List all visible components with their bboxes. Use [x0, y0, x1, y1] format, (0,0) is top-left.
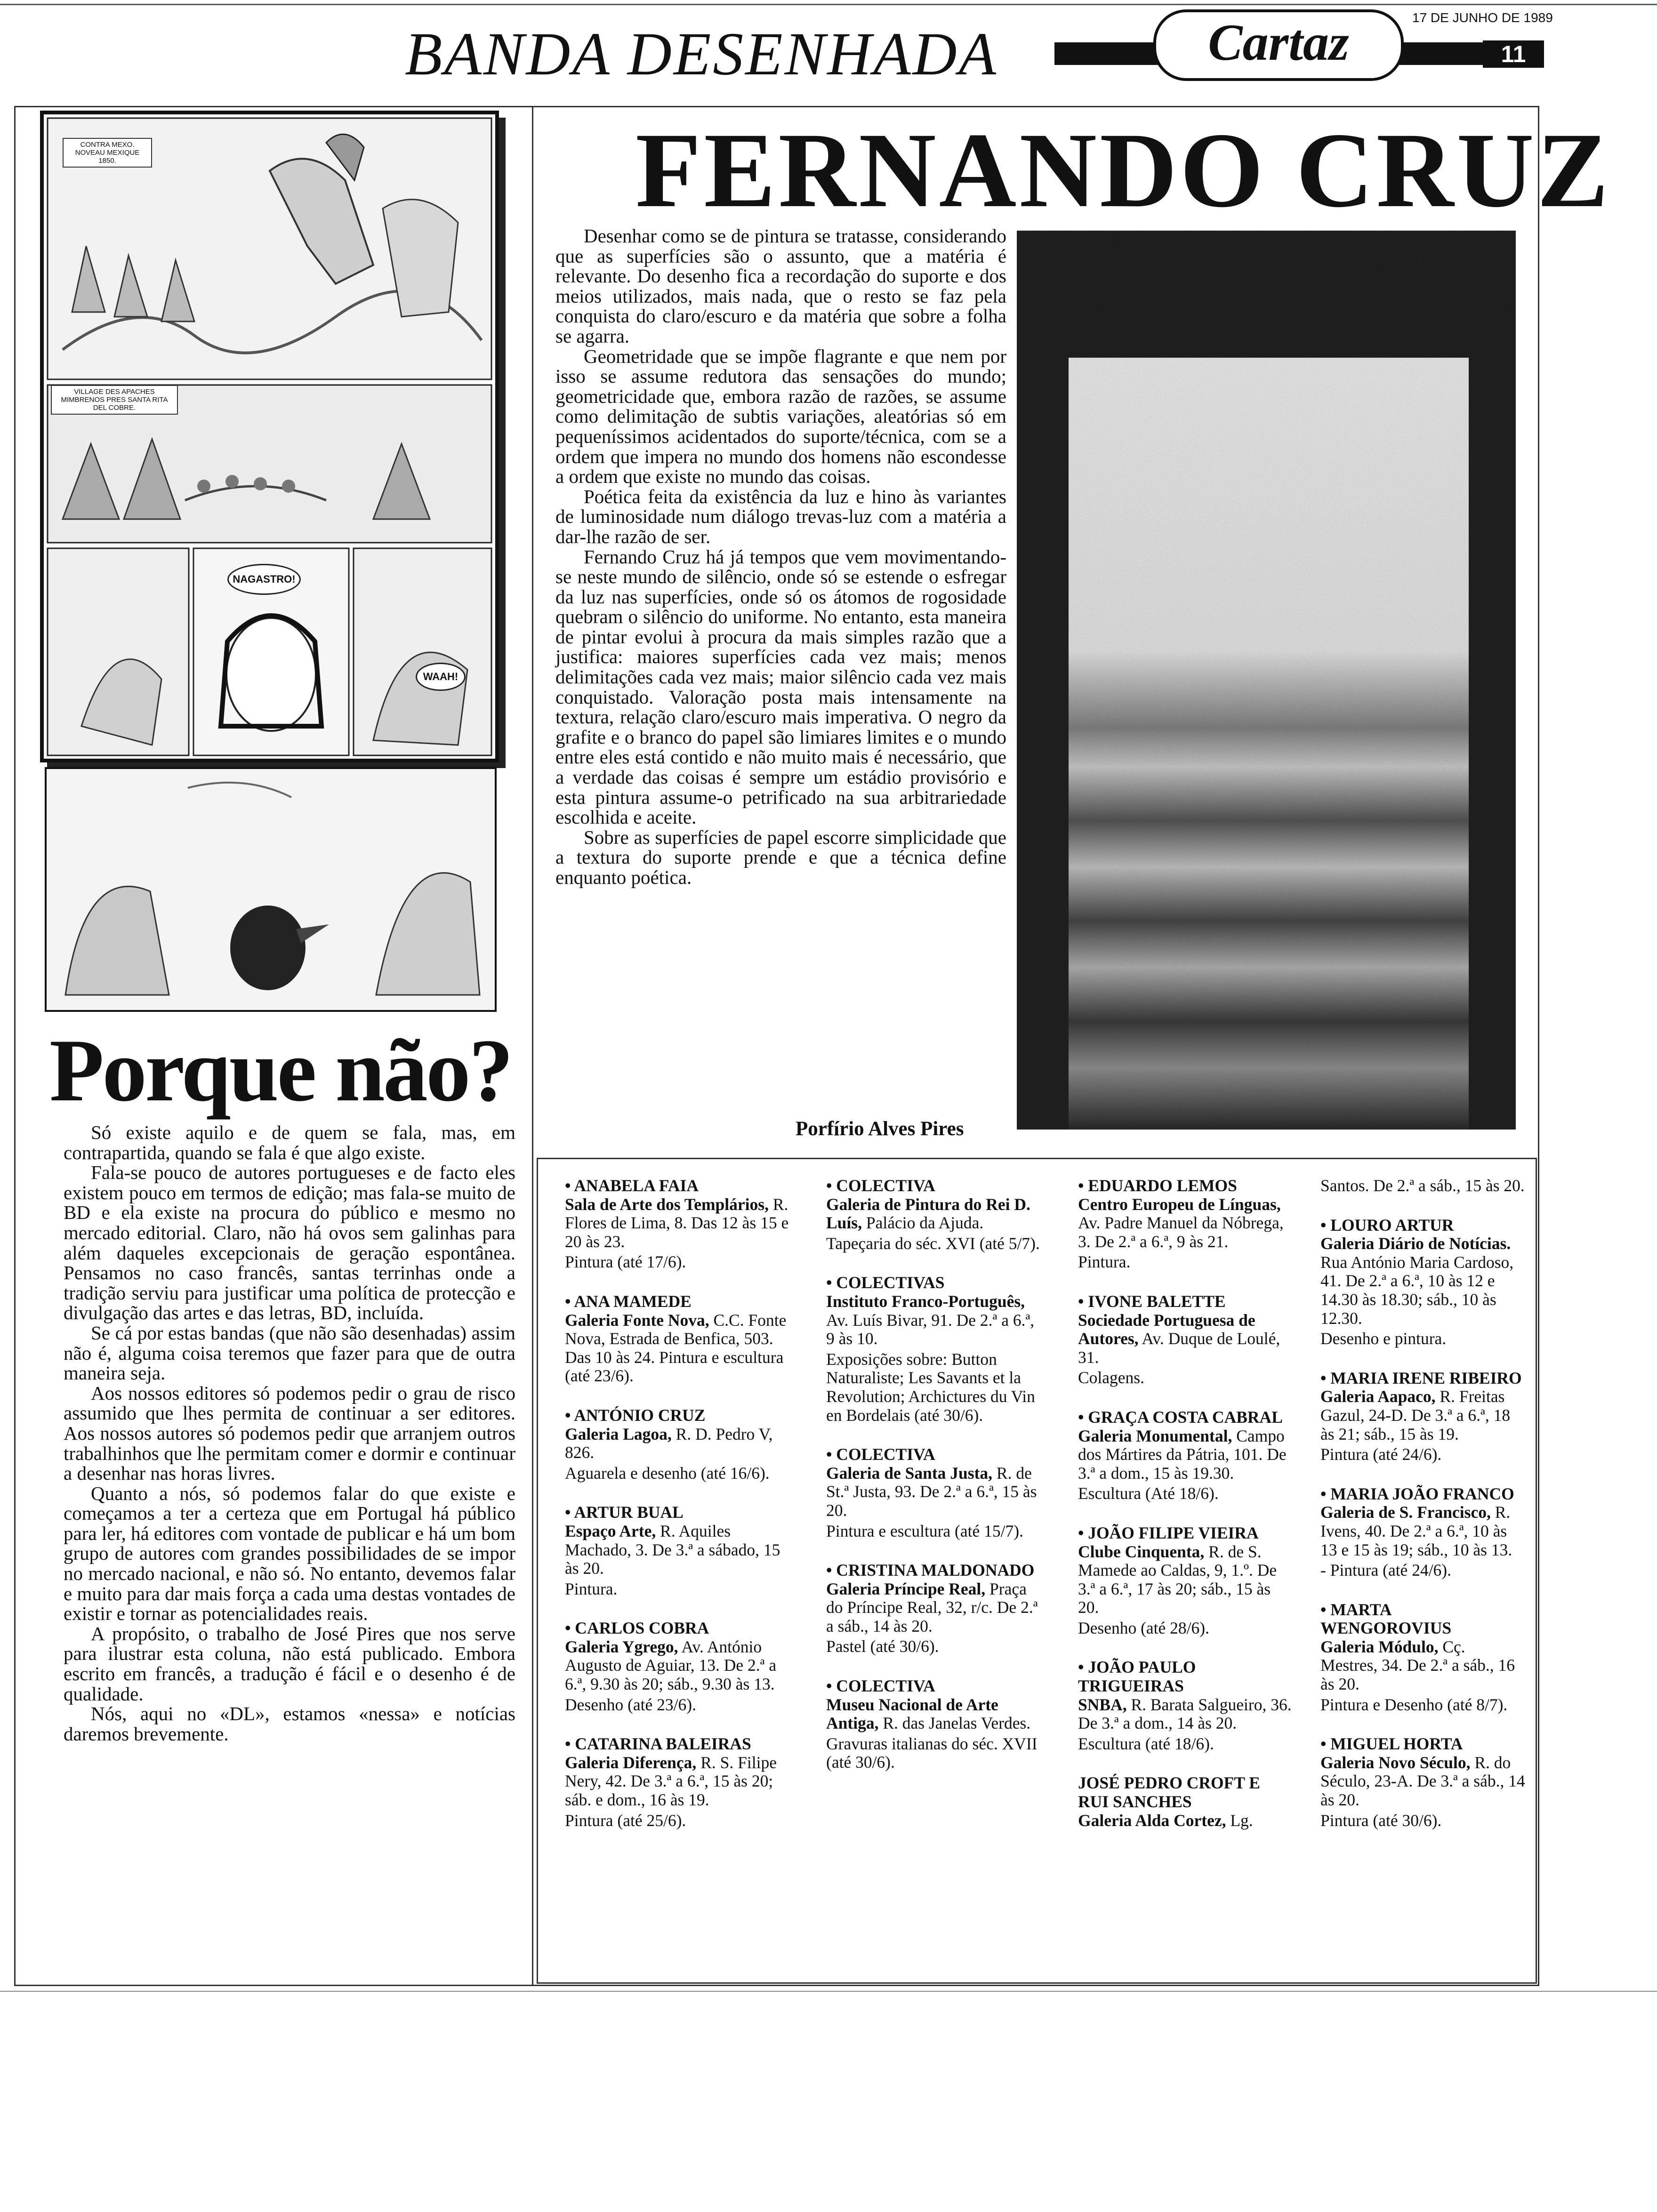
listing-venue-line	[1078, 1195, 1295, 1251]
listing-note: - Pintura (até 24/6).	[1320, 1561, 1452, 1580]
listing-note: Colagens.	[1078, 1368, 1144, 1387]
listing-details: R. Barata Salgueiro, 36. De 3.ª a dom., 14 às 20.	[1078, 1695, 1292, 1733]
listing-venue-line	[826, 1292, 1043, 1348]
listing-entry	[565, 1619, 796, 1714]
listing-note: Pastel (até 30/6).	[826, 1637, 939, 1656]
article2-headline: FERNANDO CRUZ	[635, 111, 1611, 230]
cartaz-logo: Cartaz	[1153, 9, 1404, 81]
listing-entry	[1320, 1485, 1525, 1580]
listing-entry	[1078, 1774, 1295, 1830]
listing-artist: • COLECTIVAS	[826, 1273, 945, 1292]
listing-entry	[826, 1561, 1043, 1656]
listing-venue: Galeria Diário de Notícias.	[1320, 1234, 1511, 1253]
comic-speech-bubble-2: WAAH!	[416, 663, 466, 691]
listing-venue: Galeria Módulo,	[1320, 1637, 1439, 1656]
listing-venue: Galeria Diferença,	[565, 1753, 697, 1772]
listing-entry	[1078, 1408, 1295, 1503]
listing-venue: Clube Cinquenta,	[1078, 1542, 1205, 1561]
section-title: BANDA DESENHADA	[405, 20, 998, 88]
listing-artist: • ANA MAMEDE	[565, 1291, 692, 1311]
listing-venue-line	[565, 1195, 796, 1251]
listing-details: Palácio da Ajuda.	[861, 1213, 984, 1233]
article2-paragraph: Poética feita da existência da luz e hino às variantes de luminosidade num diálogo trevas-luz com a matéria a dar-lhe razão de ser.	[555, 485, 1006, 547]
comic-illustration	[40, 111, 499, 762]
listing-note: Desenho (até 28/6).	[1078, 1618, 1209, 1637]
listing-details: R. Aquiles Machado, 3. De 3.ª a sábado, 15 às 20.	[565, 1521, 780, 1578]
article2-author: Porfírio Alves Pires	[796, 1118, 964, 1140]
listing-venue: Galeria de Pintura do Rei D. Luís,	[826, 1194, 1030, 1233]
listing-entry	[565, 1735, 796, 1830]
listing-venue-line	[1078, 1427, 1295, 1483]
article1-paragraph: Nós, aqui no «DL», estamos «nessa» e notícias daremos brevemente.	[64, 1703, 515, 1745]
listing-venue-line	[565, 1522, 796, 1578]
fernando-cruz-artwork	[1017, 231, 1516, 1130]
listing-details: R. Flores de Lima, 8. Das 12 às 15 e 20 às 23.	[565, 1194, 789, 1251]
listing-artist: • GRAÇA COSTA CABRAL	[1078, 1407, 1283, 1427]
column-divider	[532, 106, 533, 1986]
listing-note: Exposições sobre: Button Naturaliste; Les Savants et la Revolution; Archictures du Vin en Bordelais (até 30/6).	[826, 1349, 1035, 1425]
listing-venue-line	[826, 1696, 1043, 1733]
comic-speech-bubble-1: NAGASTRO!	[227, 564, 301, 595]
article1-paragraph: Aos nossos editores só podemos pedir o grau de risco assumido que lhes permita de continuar a ser editores. Aos nossos autores só podemos pedir que arranjem outros trabalhinhos que lhe permitam comer e dormir e continuar a desenhar nas horas livres.	[64, 1382, 515, 1484]
listing-entry	[1078, 1292, 1295, 1387]
listings-column-2	[826, 1177, 1043, 1793]
article1-headline: Porque não?	[49, 1021, 512, 1120]
listing-venue-line	[826, 1580, 1043, 1636]
listing-artist: • MARIA JOÃO FRANCO	[1320, 1484, 1514, 1503]
listing-venue: Galeria Monumental,	[1078, 1426, 1232, 1445]
listing-venue-line	[1078, 1543, 1295, 1617]
listing-entry	[826, 1177, 1043, 1253]
comic-lower-panels	[45, 767, 497, 1012]
listing-details: Av. Luís Bivar, 91. De 2.ª a 6.ª, 9 às 10.	[826, 1310, 1035, 1348]
listing-venue-line	[565, 1425, 796, 1462]
comic-drawing	[44, 114, 495, 759]
listing-entry	[1078, 1524, 1295, 1638]
listing-artist: • ANABELA FAIA	[565, 1176, 699, 1195]
article2-paragraph: Sobre as superfícies de papel escorre simplicidade que a textura do suporte prende e que a técnica define enquanto poética.	[555, 826, 1006, 888]
listing-artist: • JOÃO PAULO TRIGUEIRAS	[1078, 1658, 1196, 1696]
article1-paragraph: Quanto a nós, só podemos falar do que existe e começamos a ter a certeza que em Portugal há público para ler, há editores com vontade de publicar e há um bom grupo de autores com grandes possibilidades de se impor no mercado nacional, e não só. No entanto, devemos falar e muito para dar mais força a cada uma destas vontades de existir e tornar as potencialidades reais.	[64, 1482, 515, 1625]
listing-venue-line	[1078, 1696, 1295, 1733]
listing-artist: • MIGUEL HORTA	[1320, 1734, 1463, 1754]
top-rule	[0, 4, 1657, 5]
article1-paragraph: A propósito, o trabalho de José Pires que nos serve para ilustrar esta coluna, não está publicado. Embora escrito em francês, a tradução é fácil e o desenho é de qualidade.	[64, 1622, 515, 1705]
listing-venue: Sala de Arte dos Templários,	[565, 1194, 769, 1214]
listing-note: Escultura (até 18/6).	[1078, 1734, 1214, 1753]
listing-details: R. S. Filipe Nery, 42. De 3.ª a 6.ª, 15 às 20; sáb. e dom., 16 às 19.	[565, 1753, 777, 1810]
listing-entry	[826, 1274, 1043, 1425]
listing-details: R. das Janelas Verdes.	[878, 1714, 1031, 1733]
listing-artist: • COLECTIVA	[826, 1676, 935, 1696]
listing-venue: Galeria Novo Século,	[1320, 1753, 1471, 1772]
listing-details: R. de St.ª Justa, 93. De 2.ª a 6.ª, 15 às 20.	[826, 1463, 1037, 1520]
listings-column-4	[1320, 1177, 1525, 1851]
listing-venue-line	[1320, 1638, 1525, 1694]
listing-artist: • CARLOS COBRA	[565, 1619, 709, 1638]
listing-artist: • CATARINA BALEIRAS	[565, 1734, 751, 1754]
listing-venue-line	[1320, 1234, 1525, 1328]
article1-paragraph: Se cá por estas bandas (que não são desenhadas) assim não é, alguma coisa teremos que fazer para que de outra maneira seja.	[64, 1322, 515, 1384]
listing-note: Pintura.	[1078, 1252, 1131, 1272]
article2-paragraph: Desenhar como se de pintura se tratasse, considerando que as superfícies são o assunto, que a matéria é relevante. Do desenho fica a recordação do suporte e dos meios utilizados, mais nada, que o resto se faz pela conquista do claro/escuro e da matéria que sobre a folha se agarra.	[555, 225, 1006, 347]
listing-venue: Centro Europeu de Línguas,	[1078, 1194, 1281, 1214]
listing-note: Tapeçaria do séc. XVI (até 5/7).	[826, 1234, 1040, 1253]
listing-note: Gravuras italianas do séc. XVII (até 30/6).	[826, 1734, 1038, 1772]
listing-artist: • ANTÓNIO CRUZ	[565, 1405, 706, 1425]
listing-note: Desenho (até 23/6).	[565, 1695, 696, 1714]
listing-venue: SNBA,	[1078, 1695, 1127, 1714]
listing-details: Praça do Príncipe Real, 32, r/c. De 2.ª a sáb., 14 às 20.	[826, 1579, 1038, 1635]
listing-note: Pintura (até 25/6).	[565, 1811, 686, 1830]
listing-entry	[826, 1677, 1043, 1772]
listing-details: C.C. Fonte Nova, Estrada de Benfica, 503. Das 10 às 24. Pintura e escultura (até 23/6).	[565, 1310, 787, 1386]
listing-continuation: Santos. De 2.ª a sáb., 15 às 20.	[1320, 1176, 1525, 1195]
listing-artist: • COLECTIVA	[826, 1445, 935, 1464]
listing-note: Pintura.	[565, 1579, 618, 1598]
listing-venue: Sociedade Portuguesa de Autores,	[1078, 1310, 1255, 1348]
comic-caption-mid: VILLAGE DES APACHES MIMBRENOS PRES SANTA RITA DEL COBRE.	[51, 385, 178, 415]
page-number: 11	[1483, 40, 1544, 68]
listing-venue-line	[565, 1638, 796, 1694]
listing-venue: Galeria Alda Cortez,	[1078, 1811, 1226, 1830]
listing-venue: Galeria Fonte Nova,	[565, 1310, 709, 1330]
listing-venue: Galeria Aapaco,	[1320, 1387, 1436, 1406]
listing-venue-line	[565, 1311, 796, 1386]
listing-details: Lg.	[1226, 1811, 1253, 1830]
listing-artist: • JOÃO FILIPE VIEIRA	[1078, 1523, 1259, 1542]
article2-body	[555, 226, 1006, 888]
listing-details: R. Freitas Gazul, 24-D. De 3.ª a 6.ª, 18 às 21; sáb., 15 às 19.	[1320, 1387, 1511, 1443]
listing-venue: Galeria de S. Francisco,	[1320, 1503, 1491, 1522]
listing-venue-line	[1078, 1311, 1295, 1367]
listing-venue-line	[826, 1195, 1043, 1233]
listing-venue: Instituto Franco-Português,	[826, 1291, 1025, 1311]
listing-artist: • LOURO ARTUR	[1320, 1215, 1454, 1234]
article2-paragraph: Geometridade que se impõe flagrante e que nem por isso se assume redutora das sensações do mundo; geometricidade que, embora razão de razões, se assume como delimitação de subtis variações, aleatórias só em pequeníssimos acidentados do suporte/técnica, com se a ordem que impera no mundo dos homens não escondesse a ordem que existe no mundo das coisas.	[555, 345, 1006, 488]
listing-artist: • EDUARDO LEMOS	[1078, 1176, 1237, 1195]
listing-entry	[1320, 1601, 1525, 1715]
article2-paragraph: Fernando Cruz há já tempos que vem movimentando-se neste mundo de silêncio, onde só se estende o esfregar da luz nas superfícies, onde só os átomos de rogosidade quebram o silêncio do uniforme. No entanto, esta maneira de pintar evolui à procura da mais simples razão que a justifica: maiores superfícies cada vez mais; menos delimitações cada vez mais; maior silêncio cada vez mais conquistado. Valoração posta mais intensamente na textura, relação claro/escuro mais imperativa. O negro da grafite e o branco do papel são limiares limites e o mundo entre eles está contido e não muito mais é necessário, que a verdade das coisas é sempre um estádio provisório e esta pintura assume-o petrificado na sua arbitrariedade escolhida e aceite.	[555, 545, 1006, 828]
listing-venue-line	[1320, 1754, 1525, 1810]
listing-venue: Museu Nacional de Arte Antiga,	[826, 1695, 998, 1733]
listing-entry	[1320, 1369, 1525, 1464]
listing-note: Escultura (Até 18/6).	[1078, 1484, 1219, 1503]
comic-shadow	[499, 118, 506, 767]
listing-venue: Galeria Ygrego,	[565, 1637, 678, 1656]
listings-column-1	[565, 1177, 796, 1851]
listing-artist: • IVONE BALETTE	[1078, 1291, 1226, 1311]
listing-artist: • COLECTIVA	[826, 1176, 935, 1195]
listing-note: Pintura (até 17/6).	[565, 1252, 686, 1272]
listing-note: Pintura e escultura (até 15/7).	[826, 1521, 1023, 1540]
listing-note: Pintura (até 24/6).	[1320, 1445, 1442, 1464]
listing-entry	[565, 1503, 796, 1598]
listing-details: R. do Século, 23-A. De 3.ª a sáb., 14 às 20.	[1320, 1753, 1525, 1810]
listing-note: Pintura e Desenho (até 8/7).	[1320, 1695, 1508, 1714]
listing-artist: • ARTUR BUAL	[565, 1503, 684, 1522]
listing-entry	[565, 1292, 796, 1386]
listing-artist: • CRISTINA MALDONADO	[826, 1561, 1035, 1580]
listing-details: Rua António Maria Cardoso, 41. De 2.ª a 6.ª, 10 às 12 e 14.30 às 18.30; sáb., 10 às 12.30.	[1320, 1252, 1514, 1328]
listings-column-3	[1078, 1177, 1295, 1851]
listing-venue: Galeria de Santa Justa,	[826, 1463, 993, 1483]
listing-details: Campo dos Mártires da Pátria, 101. De 3.ª a dom., 15 às 19.30.	[1078, 1426, 1287, 1483]
listing-venue: Galeria Lagoa,	[565, 1424, 672, 1443]
listing-entry	[1078, 1177, 1295, 1272]
listing-details: R. Ivens, 40. De 2.ª a 6.ª, 10 às 13 e 15 às 19; sáb., 10 às 13.	[1320, 1503, 1512, 1559]
issue-date: 17 DE JUNHO DE 1989	[1412, 10, 1553, 25]
listing-venue-line	[1078, 1811, 1295, 1830]
listing-venue-line	[1320, 1387, 1525, 1443]
listing-entry	[565, 1406, 796, 1483]
comic-lower-drawing	[47, 769, 495, 1010]
listing-venue: Galeria Príncipe Real,	[826, 1579, 986, 1598]
listing-entry	[826, 1445, 1043, 1540]
listing-details: Av. António Augusto de Aguiar, 13. De 2.ª a 6.ª, 9.30 às 20; sáb., 9.30 às 13.	[565, 1637, 777, 1694]
listing-entry	[1078, 1658, 1295, 1753]
listing-details: Cç. Mestres, 34. De 2.ª a sáb., 16 às 20.	[1320, 1637, 1515, 1694]
listing-entry	[1320, 1735, 1525, 1830]
listing-artist: • MARTA WENGOROVIUS	[1320, 1600, 1452, 1638]
listing-details: Av. Duque de Loulé, 31.	[1078, 1329, 1280, 1367]
bottom-rule	[0, 1991, 1657, 1992]
comic-caption-top: CONTRA MEXO. NOVEAU MEXIQUE 1850.	[63, 138, 152, 168]
listing-venue-line	[826, 1464, 1043, 1520]
listing-venue-line	[565, 1754, 796, 1810]
listing-details: Av. Padre Manuel da Nóbrega, 3. De 2.ª a 6.ª, 9 às 21.	[1078, 1213, 1284, 1251]
listing-entry	[565, 1177, 796, 1272]
listing-note: Pintura (até 30/6).	[1320, 1811, 1442, 1830]
listing-artist: • MARIA IRENE RIBEIRO	[1320, 1368, 1522, 1387]
listing-details: R. D. Pedro V, 826.	[565, 1424, 773, 1462]
article1-body	[64, 1122, 515, 1744]
article1-paragraph: Fala-se pouco de autores portugueses e de facto eles existem pouco em termos de edição; mas fala-se muito de BD e ela existe na procura do público e mesmo no mercado editorial. Claro, não há ovos sem galinhas para além daqueles excepcionais de geração espontânea. Pensamos no caso francês, santas terrinhas onde a tradição serviu para justificar uma política de protecção e divulgação das artes e das letras, BD, incluída.	[64, 1162, 515, 1324]
listing-note: Desenho e pintura.	[1320, 1329, 1447, 1348]
listing-artist: JOSÉ PEDRO CROFT E RUI SANCHES	[1078, 1773, 1260, 1811]
listing-venue: Espaço Arte,	[565, 1521, 656, 1540]
listing-details: R. de S. Mamede ao Caldas, 9, 1.º. De 3.ª a 6.ª, 17 às 20; sáb., 15 às 20.	[1078, 1542, 1277, 1617]
listing-note: Aguarela e desenho (até 16/6).	[565, 1463, 770, 1483]
article1-paragraph: Só existe aquilo e de quem se fala, mas, em contrapartida, quando se fala é que algo existe.	[64, 1122, 515, 1163]
listing-venue-line	[1320, 1503, 1525, 1559]
listing-entry	[1320, 1216, 1525, 1348]
